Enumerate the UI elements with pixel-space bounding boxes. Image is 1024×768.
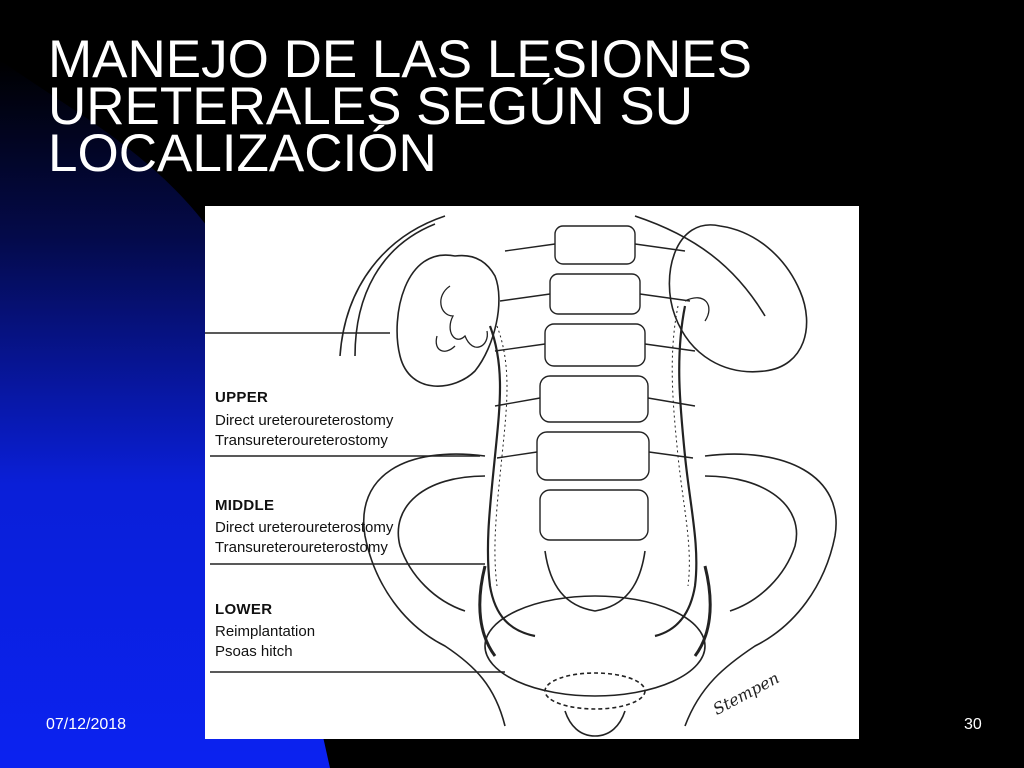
title-line-2: URETERALES SEGÚN SU [48, 77, 693, 136]
section-middle-line-2: Transureteroureterostomy [215, 539, 388, 556]
section-heading-lower: LOWER [215, 601, 273, 618]
sacrum [545, 551, 645, 611]
section-upper-line-1: Direct ureteroureterostomy [215, 412, 394, 429]
page-number: 30 [964, 716, 982, 733]
kidney-left [397, 255, 499, 386]
footer-date: 07/12/2018 [46, 716, 127, 733]
title-line-1: MANEJO DE LAS LESIONES [48, 30, 752, 89]
section-middle-line-1: Direct ureteroureterostomy [215, 519, 394, 536]
section-heading-upper: UPPER [215, 389, 269, 406]
slide-title [48, 30, 948, 183]
ureter-left [488, 326, 535, 636]
ureter-anatomy-drawing [205, 206, 859, 739]
section-lower-line-1: Reimplantation [215, 623, 316, 640]
spine [495, 226, 695, 540]
rib-right [635, 216, 765, 316]
pelvis-left [364, 454, 505, 726]
pubis [565, 711, 625, 736]
section-upper-line-2: Transureteroureterostomy [215, 432, 388, 449]
ureter-right [655, 306, 696, 636]
ureter-anatomy-figure [205, 206, 859, 739]
artist-signature: Stempen [709, 668, 783, 719]
title-line-3: LOCALIZACIÓN [48, 124, 437, 183]
section-lower-line-2: Psoas hitch [215, 643, 293, 660]
section-heading-middle: MIDDLE [215, 497, 275, 514]
